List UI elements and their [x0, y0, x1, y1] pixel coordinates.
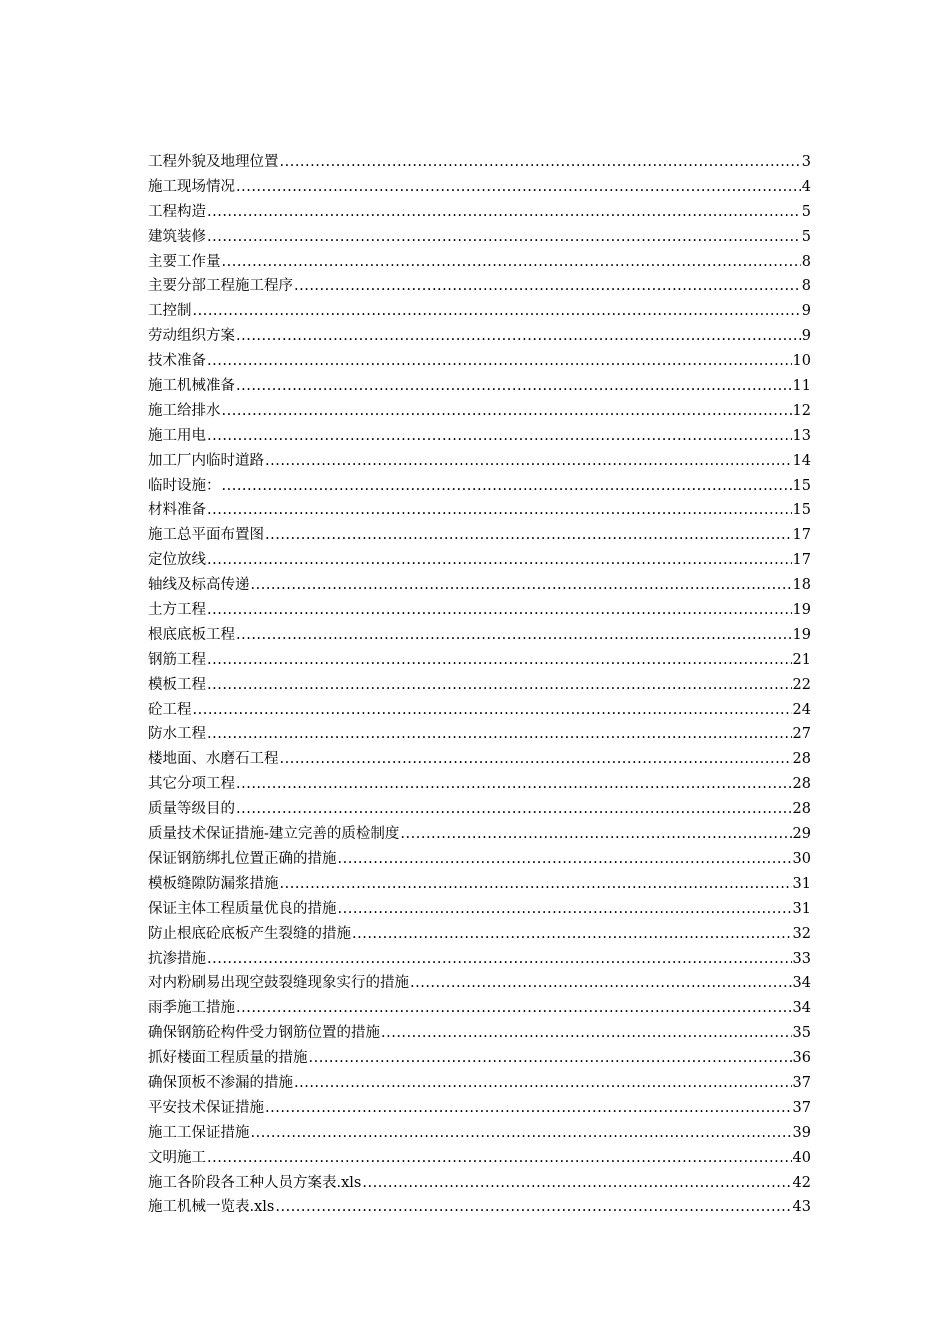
toc-entry[interactable] — [148, 474, 811, 499]
toc-entry-page: 15 — [792, 477, 811, 494]
toc-entry-page: 33 — [792, 950, 811, 967]
toc-entry-page: 39 — [792, 1124, 811, 1141]
toc-entry[interactable] — [148, 200, 811, 225]
toc-entry-title: 其它分项工程 — [148, 776, 235, 793]
toc-entry[interactable] — [148, 1021, 811, 1046]
toc-entry-title: 对内粉刷易出现空鼓裂缝现象实行的措施 — [148, 975, 409, 992]
toc-entry-page: 22 — [792, 676, 811, 693]
toc-entry-title: 防止根底砼底板产生裂缝的措施 — [148, 925, 351, 942]
toc-entry[interactable] — [148, 175, 811, 200]
toc-entry-title: 工控制 — [148, 303, 192, 320]
toc-entry[interactable] — [148, 922, 811, 947]
toc-entry-page: 28 — [792, 751, 811, 768]
toc-entry-title: 临时设施： — [148, 477, 221, 494]
toc-entry-page: 15 — [792, 502, 811, 519]
toc-entry-page: 5 — [801, 228, 811, 245]
toc-dot-leader — [381, 1021, 792, 1046]
toc-entry[interactable] — [148, 673, 811, 698]
toc-dot-leader — [193, 698, 792, 723]
toc-entry[interactable] — [148, 374, 811, 399]
toc-entry[interactable] — [148, 822, 811, 847]
toc-entry-page: 35 — [792, 1025, 811, 1042]
toc-entry-title: 施工各阶段各工种人员方案表.xls — [148, 1174, 362, 1191]
toc-entry-title: 施工用电 — [148, 427, 206, 444]
toc-entry[interactable] — [148, 548, 811, 573]
toc-entry[interactable] — [148, 623, 811, 648]
table-of-contents — [148, 150, 811, 1220]
toc-entry-title: 保证主体工程质量优良的措施 — [148, 900, 337, 917]
toc-dot-leader — [193, 299, 801, 324]
toc-entry-title: 施工现场情况 — [148, 178, 235, 195]
toc-entry-title: 工程外貌及地理位置 — [148, 154, 279, 170]
toc-entry[interactable] — [148, 424, 811, 449]
toc-dot-leader — [400, 822, 791, 847]
toc-dot-leader — [207, 673, 792, 698]
toc-dot-leader — [280, 872, 792, 897]
toc-dot-leader — [265, 1096, 792, 1121]
toc-entry-page: 34 — [792, 1000, 811, 1017]
toc-dot-leader — [222, 399, 792, 424]
toc-dot-leader — [236, 996, 792, 1021]
toc-entry-page: 18 — [792, 577, 811, 594]
toc-entry-title: 确保钢筋砼构件受力钢筋位置的措施 — [148, 1025, 380, 1042]
toc-entry[interactable] — [148, 523, 811, 548]
toc-entry-title: 材料准备 — [148, 502, 206, 519]
toc-entry-title: 模板缝隙防漏浆措施 — [148, 875, 279, 892]
toc-entry-title: 主要工作量 — [148, 253, 221, 270]
toc-entry-page: 43 — [792, 1199, 811, 1216]
toc-entry[interactable] — [148, 598, 811, 623]
toc-entry-page: 3 — [801, 154, 811, 170]
toc-entry-page: 29 — [792, 826, 811, 843]
toc-entry-title: 质量技术保证措施-建立完善的质检制度 — [148, 826, 400, 843]
toc-dot-leader — [207, 349, 792, 374]
toc-entry[interactable] — [148, 947, 811, 972]
toc-dot-leader — [280, 150, 801, 175]
toc-entry-page: 4 — [801, 178, 811, 195]
toc-entry-page: 42 — [792, 1174, 811, 1191]
toc-entry-title: 加工厂内临时道路 — [148, 452, 264, 469]
toc-entry-page: 19 — [792, 626, 811, 643]
toc-entry[interactable] — [148, 349, 811, 374]
toc-entry-page: 11 — [792, 378, 811, 395]
toc-entry[interactable] — [148, 847, 811, 872]
toc-entry-page: 32 — [792, 925, 811, 942]
toc-entry[interactable] — [148, 1071, 811, 1096]
toc-entry-page: 34 — [792, 975, 811, 992]
toc-entry[interactable] — [148, 1195, 811, 1220]
toc-entry[interactable] — [148, 250, 811, 275]
toc-dot-leader — [207, 548, 792, 573]
toc-dot-leader — [275, 1195, 791, 1220]
toc-entry-page: 19 — [792, 602, 811, 619]
toc-entry[interactable] — [148, 996, 811, 1021]
toc-entry-page: 13 — [792, 427, 811, 444]
toc-entry-title: 防水工程 — [148, 726, 206, 743]
toc-entry-title: 抗渗措施 — [148, 950, 206, 967]
toc-dot-leader — [236, 623, 792, 648]
toc-dot-leader — [265, 449, 792, 474]
toc-entry-page: 28 — [792, 776, 811, 793]
toc-entry-page: 12 — [792, 402, 811, 419]
toc-entry-page: 37 — [792, 1074, 811, 1091]
toc-dot-leader — [207, 200, 801, 225]
toc-dot-leader — [236, 324, 801, 349]
toc-entry-title: 钢筋工程 — [148, 651, 206, 668]
toc-entry[interactable] — [148, 971, 811, 996]
toc-entry[interactable] — [148, 772, 811, 797]
toc-entry-title: 施工总平面布置图 — [148, 527, 264, 544]
toc-entry-title: 技术准备 — [148, 353, 206, 370]
toc-dot-leader — [207, 722, 792, 747]
toc-entry-page: 31 — [792, 875, 811, 892]
toc-entry-title: 劳动组织方案 — [148, 328, 235, 345]
toc-entry[interactable] — [148, 449, 811, 474]
toc-entry[interactable] — [148, 498, 811, 523]
toc-entry[interactable] — [148, 698, 811, 723]
toc-entry-title: 楼地面、水磨石工程 — [148, 751, 279, 768]
toc-entry-page: 40 — [792, 1149, 811, 1166]
toc-entry-title: 根底底板工程 — [148, 626, 235, 643]
toc-entry[interactable] — [148, 399, 811, 424]
toc-dot-leader — [294, 1071, 792, 1096]
toc-entry[interactable] — [148, 225, 811, 250]
toc-dot-leader — [236, 374, 792, 399]
toc-entry[interactable] — [148, 872, 811, 897]
toc-dot-leader — [236, 175, 801, 200]
toc-dot-leader — [207, 648, 792, 673]
toc-entry-title: 定位放线 — [148, 552, 206, 569]
toc-entry-page: 24 — [792, 701, 811, 718]
toc-entry-title: 轴线及标高传递 — [148, 577, 250, 594]
toc-entry-title: 确保顶板不渗漏的措施 — [148, 1074, 293, 1091]
toc-entry-title: 施工给排水 — [148, 402, 221, 419]
toc-entry-page: 31 — [792, 900, 811, 917]
toc-dot-leader — [207, 598, 792, 623]
toc-dot-leader — [265, 523, 792, 548]
toc-entry-title: 质量等级目的 — [148, 801, 235, 818]
toc-dot-leader — [251, 1121, 792, 1146]
toc-entry[interactable] — [148, 747, 811, 772]
toc-entry[interactable] — [148, 1146, 811, 1171]
toc-entry-page: 27 — [792, 726, 811, 743]
toc-dot-leader — [236, 797, 792, 822]
toc-entry-page: 17 — [792, 527, 811, 544]
toc-entry-page: 14 — [792, 452, 811, 469]
toc-entry-page: 37 — [792, 1099, 811, 1116]
toc-entry[interactable] — [148, 1121, 811, 1146]
toc-entry[interactable] — [148, 897, 811, 922]
toc-entry-page: 5 — [801, 203, 811, 220]
toc-dot-leader — [362, 1171, 791, 1196]
toc-entry-title: 保证钢筋绑扎位置正确的措施 — [148, 850, 337, 867]
toc-dot-leader — [309, 1046, 792, 1071]
toc-entry-title: 文明施工 — [148, 1149, 206, 1166]
toc-entry-title: 雨季施工措施 — [148, 1000, 235, 1017]
toc-entry-title: 建筑装修 — [148, 228, 206, 245]
toc-dot-leader — [280, 747, 792, 772]
toc-entry-page: 9 — [801, 303, 811, 320]
toc-dot-leader — [207, 1146, 792, 1171]
toc-entry-title: 施工机械一览表.xls — [148, 1199, 275, 1216]
toc-entry[interactable] — [148, 1046, 811, 1071]
toc-entry-title: 砼工程 — [148, 701, 192, 718]
toc-entry[interactable] — [148, 299, 811, 324]
toc-entry[interactable] — [148, 324, 811, 349]
toc-entry-title: 抓好楼面工程质量的措施 — [148, 1050, 308, 1067]
toc-dot-leader — [222, 474, 792, 499]
toc-entry[interactable] — [148, 648, 811, 673]
toc-entry-title: 施工机械准备 — [148, 378, 235, 395]
toc-dot-leader — [251, 573, 792, 598]
toc-entry-page: 8 — [801, 278, 811, 295]
toc-dot-leader — [207, 498, 792, 523]
toc-dot-leader — [207, 424, 792, 449]
toc-entry[interactable] — [148, 1171, 811, 1196]
toc-dot-leader — [338, 897, 792, 922]
toc-entry-page: 28 — [792, 801, 811, 818]
toc-entry-title: 模板工程 — [148, 676, 206, 693]
toc-entry-page: 21 — [792, 651, 811, 668]
toc-entry-title: 平安技术保证措施 — [148, 1099, 264, 1116]
toc-entry-page: 10 — [792, 353, 811, 370]
toc-dot-leader — [352, 922, 792, 947]
toc-dot-leader — [207, 225, 801, 250]
toc-entry[interactable] — [148, 274, 811, 299]
toc-entry-title: 土方工程 — [148, 602, 206, 619]
toc-entry[interactable] — [148, 573, 811, 598]
toc-entry[interactable] — [148, 797, 811, 822]
toc-entry-page: 9 — [801, 328, 811, 345]
toc-dot-leader — [236, 772, 792, 797]
toc-entry-title: 主要分部工程施工程序 — [148, 278, 293, 295]
toc-entry-title: 工程构造 — [148, 203, 206, 220]
toc-entry-page: 17 — [792, 552, 811, 569]
toc-entry-title: 施工工保证措施 — [148, 1124, 250, 1141]
toc-entry-page: 8 — [801, 253, 811, 270]
toc-entry[interactable] — [148, 722, 811, 747]
toc-dot-leader — [410, 971, 792, 996]
toc-dot-leader — [294, 274, 801, 299]
toc-dot-leader — [222, 250, 801, 275]
toc-entry-page: 30 — [792, 850, 811, 867]
toc-entry-page: 36 — [792, 1050, 811, 1067]
toc-dot-leader — [338, 847, 792, 872]
toc-entry[interactable] — [148, 150, 811, 175]
toc-entry[interactable] — [148, 1096, 811, 1121]
toc-dot-leader — [207, 947, 792, 972]
